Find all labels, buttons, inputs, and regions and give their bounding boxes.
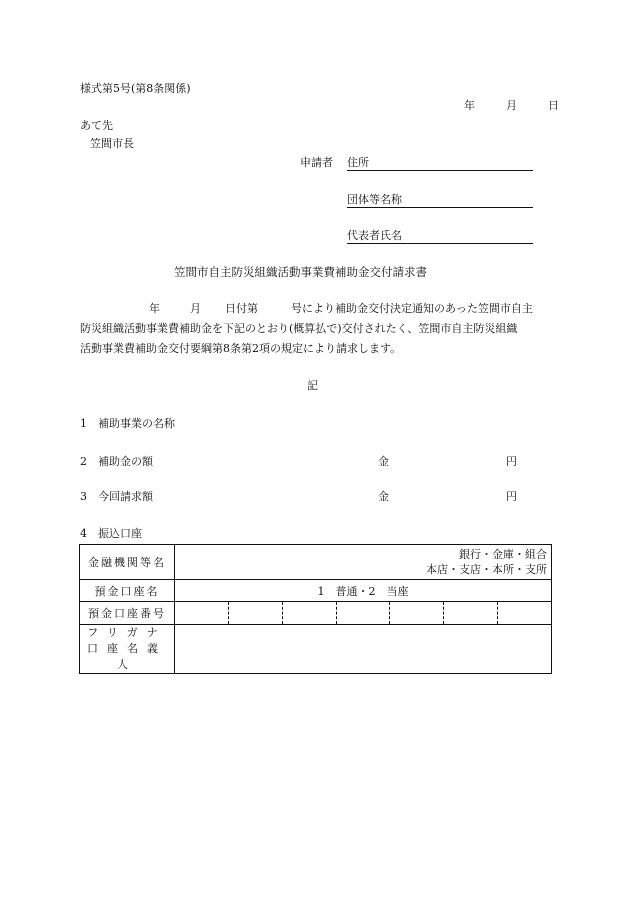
account-holder-cell[interactable] xyxy=(175,625,552,674)
account-table xyxy=(79,544,552,674)
organization-label: 団体等名称 xyxy=(347,193,402,206)
account-number-digits xyxy=(175,602,551,624)
bank-label: 金融機関等名 xyxy=(80,545,175,580)
bank-name-cell[interactable] xyxy=(175,545,552,580)
bank-type-options: 銀行・金庫・組合 xyxy=(459,548,547,561)
account-number-cell[interactable] xyxy=(175,602,552,625)
digit-box[interactable] xyxy=(444,602,498,624)
request-amount-yen: 円 xyxy=(506,490,517,503)
document-title: 笠間市自主防災組織活動事業費補助金交付請求書 xyxy=(174,265,427,279)
account-type-label: 預金口座名 xyxy=(80,580,175,602)
date-year: 年 xyxy=(464,99,475,112)
digit-box[interactable] xyxy=(283,602,337,624)
item-request-amount: 3 今回請求額 xyxy=(80,490,153,503)
grant-amount-kin: 金 xyxy=(378,455,389,468)
date-line xyxy=(464,99,559,113)
addressee-prefix: あて先 xyxy=(80,119,113,132)
furigana-label: フリガナ xyxy=(87,626,167,639)
body-line-3: 活動事業費補助金交付要綱第8条第2項の規定により請求します。 xyxy=(80,342,402,355)
body-line-1 xyxy=(80,299,560,319)
account-number-row xyxy=(80,602,552,625)
digit-box[interactable] xyxy=(337,602,391,624)
request-amount-kin: 金 xyxy=(378,490,389,503)
date-day: 日 xyxy=(548,99,559,112)
item-project-name: 1 補助事業の名称 xyxy=(80,417,175,430)
date-month: 月 xyxy=(506,99,517,112)
representative-field[interactable] xyxy=(347,229,533,244)
applicant-label: 申請者 xyxy=(300,156,333,169)
representative-label: 代表者氏名 xyxy=(347,229,402,242)
body-month: 月 xyxy=(190,302,201,315)
digit-box[interactable] xyxy=(175,602,229,624)
branch-type-options: 本店・支店・本所・支所 xyxy=(426,563,547,576)
grant-amount-yen: 円 xyxy=(506,455,517,468)
account-number-label: 預金口座番号 xyxy=(80,602,175,625)
request-body xyxy=(80,299,560,359)
body-day-no: 日付第 xyxy=(225,302,258,315)
body-line-2: 防災組織活動事業費補助金を下記のとおり(概算払で)交付されたく、笠間市自主防災組織 xyxy=(80,322,518,335)
organization-field[interactable] xyxy=(347,193,533,208)
body-line1-rest: 号により補助金交付決定通知のあった笠間市自主 xyxy=(291,302,533,315)
account-type-row xyxy=(80,580,552,602)
item-transfer-account: 4 振込口座 xyxy=(80,527,142,540)
holder-label: 口座名義人 xyxy=(87,642,167,671)
bank-row xyxy=(80,545,552,580)
item-grant-amount: 2 補助金の額 xyxy=(80,455,153,468)
addressee: 笠間市長 xyxy=(90,137,134,150)
account-type-cell[interactable] xyxy=(175,580,552,602)
ki-heading: 記 xyxy=(307,379,318,392)
digit-box[interactable] xyxy=(390,602,444,624)
address-label: 住所 xyxy=(347,156,369,169)
account-holder-label xyxy=(80,625,175,674)
form-number: 様式第5号(第8条関係) xyxy=(80,82,191,95)
account-holder-row xyxy=(80,625,552,674)
digit-box[interactable] xyxy=(229,602,283,624)
account-type-options: 1 普通・2 当座 xyxy=(317,584,409,598)
address-field[interactable] xyxy=(347,156,533,171)
digit-box[interactable] xyxy=(498,602,551,624)
body-year: 年 xyxy=(149,302,160,315)
bank-options xyxy=(175,547,551,577)
